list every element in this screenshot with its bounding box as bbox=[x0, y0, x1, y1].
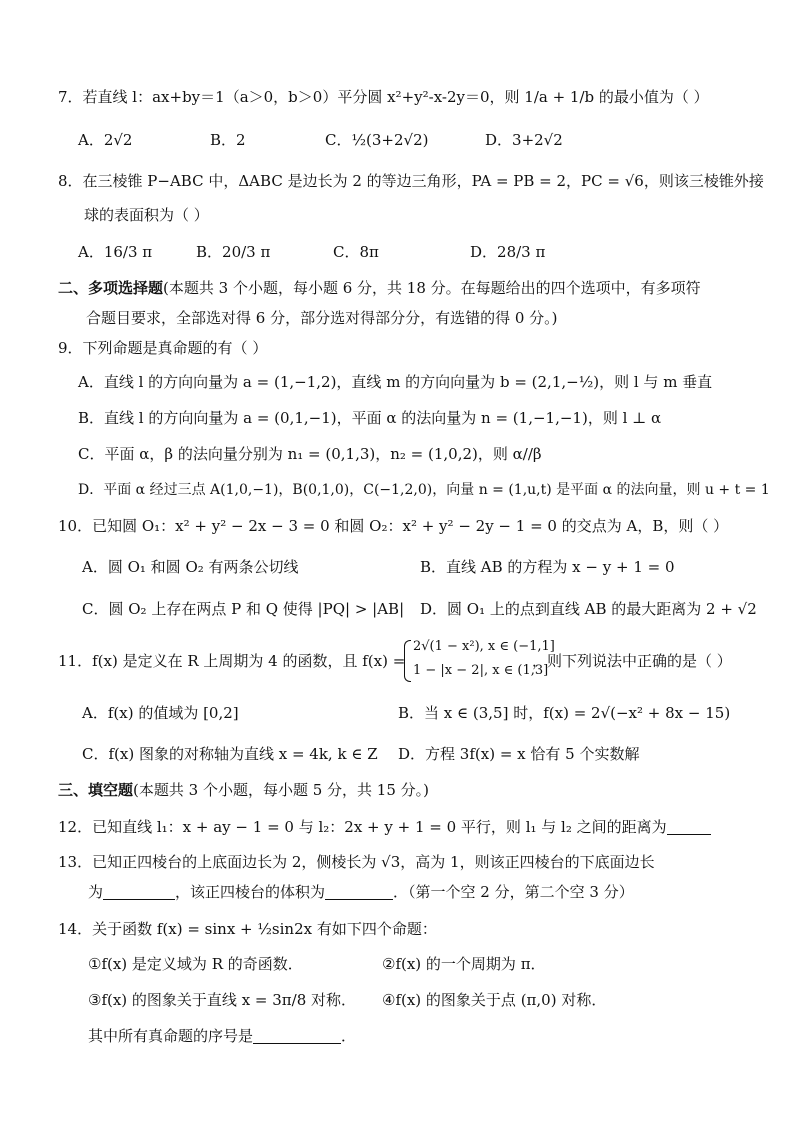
q11-piecewise-brace bbox=[404, 640, 411, 682]
q10-option-d: D．圆 O₁ 上的点到直线 AB 的最大距离为 2 + √2 bbox=[420, 600, 757, 618]
q12-stem: 12．已知直线 l₁：x + ay − 1 = 0 与 l₂：2x + y + 1 = 0 平行，则 l₁ 与 l₂ 之间的距离为 bbox=[58, 818, 667, 836]
q13-line2 bbox=[88, 882, 634, 902]
q13-text-b: ，该正四棱台的体积为 bbox=[175, 883, 326, 901]
q13-text-a: 为 bbox=[88, 883, 104, 901]
q10-option-a: A．圆 O₁ 和圆 O₂ 有两条公切线 bbox=[82, 558, 299, 576]
q9-option-c: C．平面 α，β 的法向量分别为 n₁ = (0,1,3)，n₂ = (1,0,2)，则 α//β bbox=[78, 445, 542, 463]
q13-stem: 13．已知正四棱台的上底面边长为 2，侧棱长为 √3，高为 1，则该正四棱台的下底面边长 bbox=[58, 853, 655, 871]
q8-option-d: D．28/3 π bbox=[470, 243, 546, 261]
section2-desc-line2: 合题目要求，全部选对得 6 分，部分选对得部分分，有选错的得 0 分。) bbox=[86, 309, 558, 327]
q7-stem: 7．若直线 l：ax+by＝1（a＞0，b＞0）平分圆 x²+y²-x-2y＝0，则 1/a + 1/b 的最小值为（ ） bbox=[58, 88, 709, 106]
q7-option-d: D．3+2√2 bbox=[485, 131, 563, 149]
q13-answer-blank-1[interactable] bbox=[103, 885, 175, 900]
q11-case-1: 2√(1 − x²), x ∈ (−1,1] bbox=[413, 639, 555, 654]
section2-desc: (本题共 3 个小题，每小题 6 分，共 18 分。在每题给出的四个选项中，有多项符 bbox=[163, 279, 701, 297]
section3-title: 三、填空题 bbox=[58, 781, 134, 799]
q11-option-c: C．f(x) 图象的对称轴为直线 x = 4k, k ∈ Z bbox=[82, 745, 378, 763]
q8-option-c: C．8π bbox=[333, 243, 379, 261]
q7-option-c: C．½(3+2√2) bbox=[325, 131, 429, 149]
q11-option-a: A．f(x) 的值域为 [0,2] bbox=[82, 704, 239, 722]
q14-answer-blank[interactable] bbox=[253, 1029, 341, 1044]
q12-line bbox=[58, 817, 711, 837]
q11-case-2: 1 − |x − 2|, x ∈ (1,3] bbox=[413, 663, 549, 678]
section2-title: 二、多项选择题 bbox=[58, 279, 164, 297]
q9-option-b: B．直线 l 的方向向量为 a = (0,1,−1)，平面 α 的法向量为 n = (1,−1,−1)，则 l ⊥ α bbox=[78, 409, 662, 427]
q10-option-c: C．圆 O₂ 上存在两点 P 和 Q 使得 |PQ| > |AB| bbox=[82, 600, 405, 618]
q14-item-3: ③f(x) 的图象关于直线 x = 3π/8 对称． bbox=[88, 991, 357, 1009]
q14-item-4: ④f(x) 的图象关于点 (π,0) 对称． bbox=[382, 991, 607, 1009]
q10-option-b: B．直线 AB 的方程为 x − y + 1 = 0 bbox=[420, 558, 675, 576]
q14-final-line bbox=[88, 1026, 356, 1046]
q11-stem-a: 11．f(x) 是定义在 R 上周期为 4 的函数，且 f(x) = bbox=[58, 652, 406, 670]
q8-option-a: A．16/3 π bbox=[78, 243, 153, 261]
section3-heading bbox=[58, 780, 429, 800]
q9-option-d: D．平面 α 经过三点 A(1,0,−1)，B(0,1,0)，C(−1,2,0)，向量 n = (1,u,t) 是平面 α 的法向量，则 u + t = 1 bbox=[78, 482, 770, 498]
q12-answer-blank[interactable] bbox=[667, 820, 711, 835]
q11-option-d: D．方程 3f(x) = x 恰有 5 个实数解 bbox=[398, 745, 640, 763]
q13-answer-blank-2[interactable] bbox=[325, 885, 393, 900]
q10-stem: 10．已知圆 O₁：x² + y² − 2x − 3 = 0 和圆 O₂：x² + y² − 2y − 1 = 0 的交点为 A，B，则（ ） bbox=[58, 517, 729, 535]
q7-option-a: A．2√2 bbox=[78, 131, 133, 149]
q8-stem: 8．在三棱锥 P−ABC 中，ΔABC 是边长为 2 的等边三角形，PA = PB = 2，PC = √6，则该三棱锥外接 bbox=[58, 172, 764, 190]
q14-final-end: ． bbox=[341, 1027, 357, 1045]
section2-heading bbox=[58, 278, 701, 298]
q9-stem: 9．下列命题是真命题的有（ ） bbox=[58, 339, 268, 357]
q14-stem: 14．关于函数 f(x) = sinx + ½sin2x 有如下四个命题： bbox=[58, 920, 437, 938]
q9-option-a: A．直线 l 的方向向量为 a = (1,−1,2)，直线 m 的方向向量为 b = (2,1,−½)，则 l 与 m 垂直 bbox=[78, 373, 713, 391]
q14-item-1: ①f(x) 是定义域为 R 的奇函数． bbox=[88, 955, 303, 973]
q7-option-b: B．2 bbox=[210, 131, 246, 149]
q14-final-text: 其中所有真命题的序号是 bbox=[88, 1027, 254, 1045]
q8-option-b: B．20/3 π bbox=[196, 243, 271, 261]
q11-stem-b: ，则下列说法中正确的是（ ） bbox=[532, 652, 732, 670]
q13-text-c: ．（第一个空 2 分，第二个空 3 分） bbox=[393, 883, 634, 901]
section3-desc: (本题共 3 个小题，每小题 5 分，共 15 分。) bbox=[133, 781, 430, 799]
q11-option-b: B．当 x ∈ (3,5] 时，f(x) = 2√(−x² + 8x − 15) bbox=[398, 704, 731, 722]
q14-item-2: ②f(x) 的一个周期为 π． bbox=[382, 955, 546, 973]
q8-stem-line2: 球的表面积为（ ） bbox=[84, 206, 209, 224]
